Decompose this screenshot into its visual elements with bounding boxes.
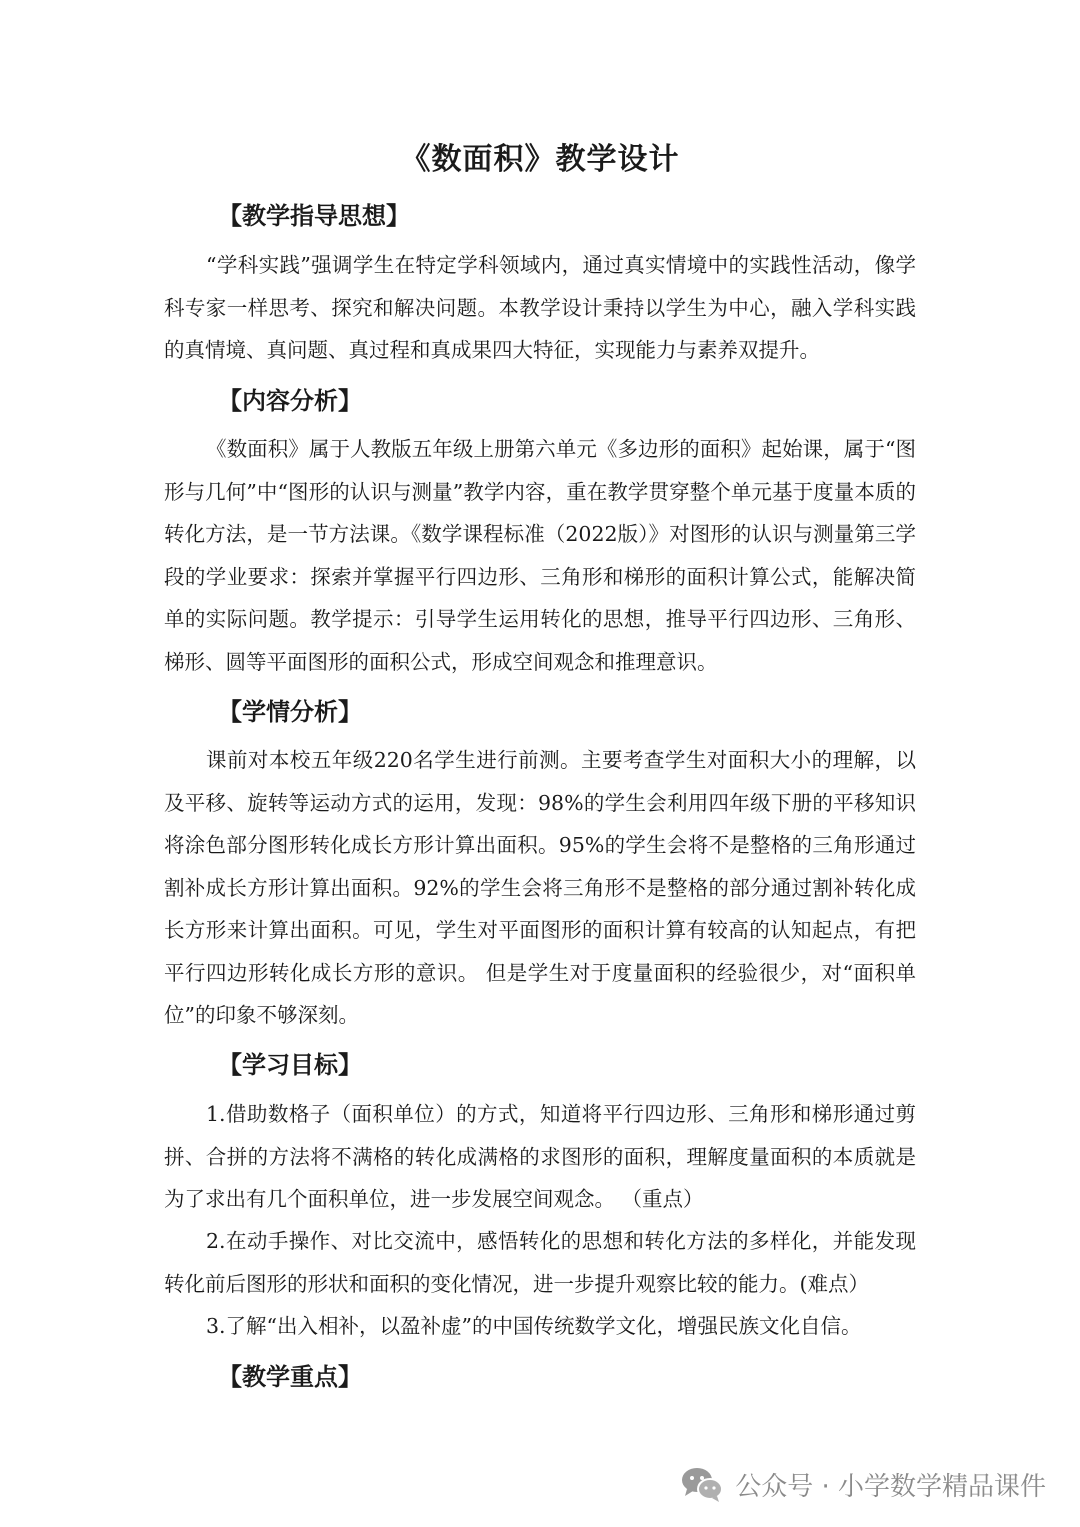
section-heading-guiding-ideas: 【教学指导思想】	[218, 202, 410, 230]
objective-item-3: 3.了解“出入相补，以盈补虚”的中国传统数学文化，增强民族文化自信。	[206, 1314, 862, 1338]
section-paragraph: “学科实践”强调学生在特定学科领域内，通过真实情境中的实践性活动，像学科专家一样思考、探究和解决问题。本教学设计秉持以学生为中心，融入学科实践的真情境、真问题、真过程和真成果四大特征，实现能力与素养双提升。	[164, 253, 916, 362]
section-paragraph: 课前对本校五年级220名学生进行前测。主要考查学生对面积大小的理解，以及平移、旋转等运动方式的运用，发现：98%的学生会利用四年级下册的平移知识将涂色部分图形转化成长方形计算出面积。95%的学生会将不是整格的三角形通过割补成长方形计算出面积。92%的学生会将三角形不是整格的部分通过割补转化成长方形来计算出面积。可见，学生对平面图形的面积计算有较高的认知起点，有把平行四边形转化成长方形的意识。 但是学生对于度量面积的经验很少，对“面积单位”的印象不够深刻。	[164, 748, 916, 1027]
section-heading-teaching-focus: 【教学重点】	[218, 1363, 362, 1391]
watermark-text: 公众号 · 小学数学精品课件	[735, 1471, 1046, 1502]
section-heading-learner-analysis: 【学情分析】	[218, 698, 362, 726]
document-title: 《数面积》教学设计	[400, 142, 680, 177]
section-heading-content-analysis: 【内容分析】	[218, 387, 362, 415]
objective-item-2: 2.在动手操作、对比交流中，感悟转化的思想和转化方法的多样化，并能发现转化前后图形的形状和面积的变化情况，进一步提升观察比较的能力。(难点）	[164, 1229, 916, 1296]
objective-item-1: 1.借助数格子（面积单位）的方式，知道将平行四边形、三角形和梯形通过剪拼、合拼的方法将不满格的转化成满格的求图形的面积，理解度量面积的本质就是为了求出有几个面积单位，进一步发展空间观念。 （重点）	[164, 1102, 916, 1211]
watermark	[679, 1462, 1046, 1506]
wechat-icon	[679, 1465, 725, 1503]
section-paragraph: 《数面积》属于人教版五年级上册第六单元《多边形的面积》起始课，属于“图形与几何”中“图形的认识与测量”教学内容，重在教学贯穿整个单元基于度量本质的转化方法，是一节方法课。《数学课程标准（2022版）》对图形的认识与测量第三学段的学业要求：探索并掌握平行四边形、三角形和梯形的面积计算公式，能解决简单的实际问题。教学提示：引导学生运用转化的思想，推导平行四边形、三角形、梯形、圆等平面图形的面积公式，形成空间观念和推理意识。	[164, 437, 916, 674]
section-heading-learning-objectives: 【学习目标】	[218, 1051, 362, 1079]
